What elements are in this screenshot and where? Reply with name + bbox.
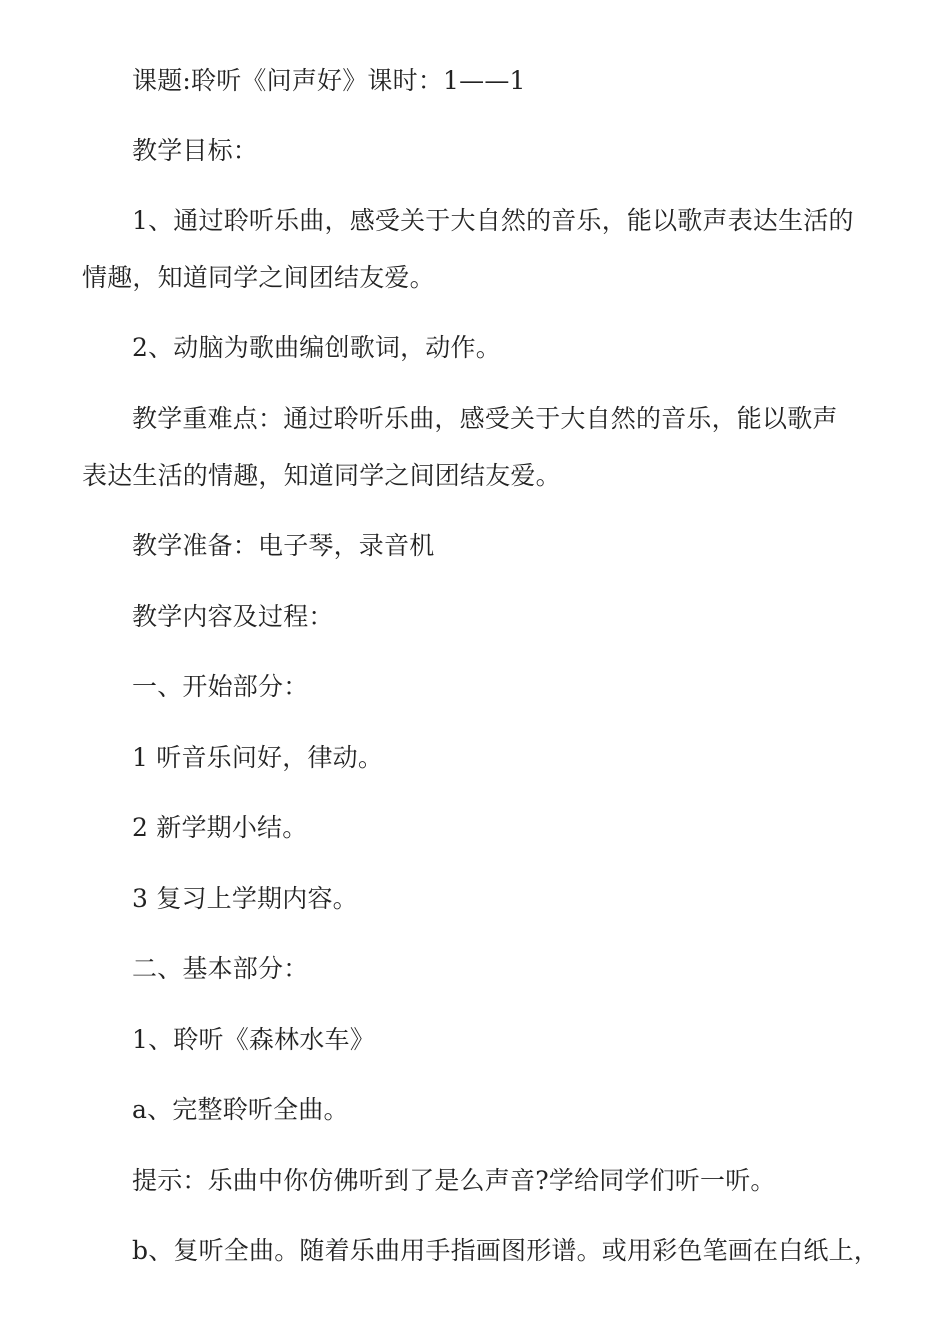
section-1-item-2: 2 新学期小结。: [132, 813, 308, 842]
objective-2: 2、动脑为歌曲编创歌词，动作。: [132, 333, 501, 362]
section-2-heading: 二、基本部分：: [132, 954, 309, 983]
section-1-item-1: 1 听音乐问好，律动。: [132, 743, 384, 772]
key-points-line-2: 表达生活的情趣，知道同学之间团结友爱。: [82, 461, 561, 490]
section-1-item-3: 3 复习上学期内容。: [132, 884, 358, 913]
section-2-step-a: a、完整聆听全曲。: [132, 1095, 349, 1124]
section-2-item-1: 1、聆听《森林水车》: [132, 1025, 375, 1054]
preparation: 教学准备：电子琴，录音机: [132, 531, 435, 560]
lesson-title: 课题:聆听《问声好》课时：1——1: [132, 66, 526, 95]
objective-1-line-1: 1、通过聆听乐曲，感受关于大自然的音乐，能以歌声表达生活的: [132, 206, 854, 235]
objective-1-line-2: 情趣，知道同学之间团结友爱。: [82, 263, 435, 292]
process-heading: 教学内容及过程：: [132, 602, 334, 631]
section-1-heading: 一、开始部分：: [132, 672, 309, 701]
section-2-hint: 提示：乐曲中你仿佛听到了是么声音?学给同学们听一听。: [132, 1166, 776, 1195]
section-2-step-b: b、复听全曲。随着乐曲用手指画图形谱。或用彩色笔画在白纸上，: [132, 1236, 880, 1265]
key-points-line-1: 教学重难点：通过聆听乐曲，感受关于大自然的音乐，能以歌声: [132, 404, 838, 433]
objectives-heading: 教学目标：: [132, 136, 259, 165]
